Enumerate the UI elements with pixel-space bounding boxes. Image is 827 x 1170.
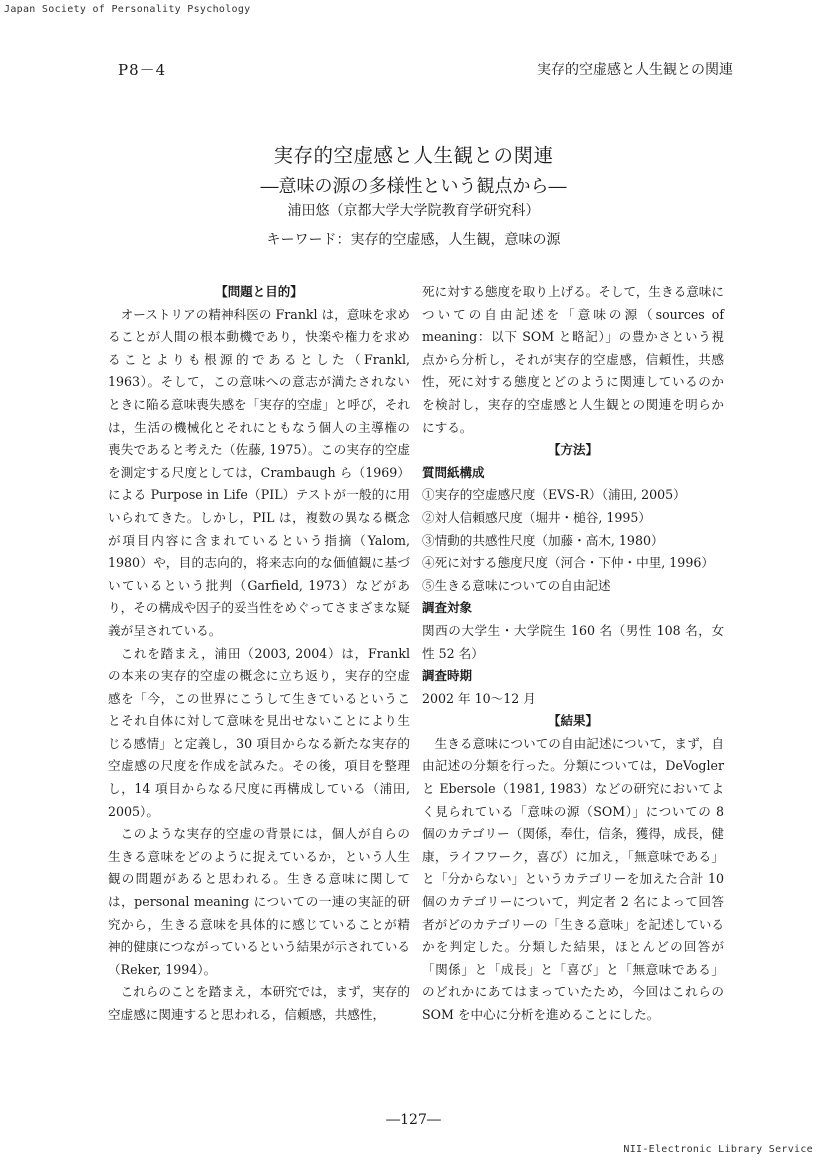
subheading-questionnaire: 質問紙構成 (422, 464, 485, 480)
period-text: 2002 年 10～12 月 (422, 690, 536, 706)
list-item: ④死に対する態度尺度（河合・下仲・中里, 1996） (422, 555, 714, 571)
paragraph: 生きる意味についての自由記述について，まず，自由記述の分類を行った。分類については，DeVogler と Ebersole（1981, 1983）などの研究においてよく見られている「意味の源（SOM）」についての 8 個のカテゴリー（関係，奉仕，信条，獲得，成長，健康，ライフワーク，喜び）に加え，「無意味である」と「分からない」というカテゴリーを加えた合計 10 個のカテゴリーについて，判定者 2 名によって回答者がどのカテゴリーの「生きる意味」を記述しているかを判定した。分類した結果，ほとんどの回答が「関係」と「成長」と「喜び」と「無意味である」のどれかにあてはまっていたため，今回はこれらの SOM を中心に分析を進めることにした。 (422, 735, 724, 1022)
right-column (422, 281, 724, 1027)
source-footer: NII-Electronic Library Service (623, 1144, 813, 1155)
section-heading-method: 【方法】 (547, 442, 598, 458)
running-title: 実存的空虚感と人生観との関連 (537, 62, 733, 78)
paper-subtitle: ―意味の源の多様性という観点から― (260, 176, 567, 197)
subheading-period: 調査時期 (422, 668, 473, 684)
section-heading-purpose: 【問題と目的】 (215, 284, 303, 299)
keywords-line: キーワード：実存的空虚感，人生観，意味の源 (266, 232, 561, 248)
list-item: ②対人信頼感尺度（堀井・槌谷, 1995） (422, 509, 651, 525)
section-heading-results: 【結果】 (547, 713, 598, 729)
source-header: Japan Society of Personality Psychology (4, 4, 251, 15)
list-item: ⑤生きる意味についての自由記述 (422, 577, 611, 593)
page-number: ―127― (386, 1112, 441, 1128)
subjects-text: 関西の大学生・大学院生 160 名（男性 108 名，女性 52 名） (422, 622, 724, 661)
subheading-subjects: 調査対象 (422, 600, 473, 616)
paper-title: 実存的空虚感と人生観との関連 (273, 144, 554, 167)
paragraph: このような実存的空虚の背景には，個人が自らの生きる意味をどのように捉えているか，という人生観の問題があると思われる。生きる意味に関しては，personal meaning についての一連の実証的研究から，生きる意味を具体的に感じていることが精神的健康につながっているという結果が示されている（Reker, 1994）。 (108, 826, 410, 977)
paragraph: これを踏まえ，浦田（2003, 2004）は，Frankl の本来の実存的空虚の概念に立ち返り，実存的空虚感を「今，この世界にこうして生きているということそれ自体に対して意味を見出せないことにより生じる感情」と定義し，30 項目からなる新たな実存的空虚感の尺度を作成を試みた。その後，項目を整理し，14 項目からなる尺度に再構成している（浦田, 2005）。 (108, 645, 410, 819)
list-item: ③情動的共感性尺度（加藤・高木, 1980） (422, 532, 664, 548)
paragraph: 死に対する態度を取り上げる。そして，生きる意味についての自由記述を「意味の源（sources of meaning：以下 SOM と略記）」の豊かさという視点から分析し，それが実存的空虚感，信頼性，共感性，死に対する態度とどのように関連しているのかを検討し，実存的空虚感と人生観との関連を明らかにする。 (422, 284, 724, 435)
paragraph: オーストリアの精神科医の Frankl は，意味を求めることが人間の根本動機であり，快楽や権力を求めることよりも根源的であるとした（Frankl, 1963）。そして，この意味への意志が満たされないときに陥る意味喪失感を「実存的空虚」と呼び，それは，生活の機械化とそれにともなう個人の主導権の喪失であると考えた（佐藤, 1975）。この実存的空虚を測定する尺度としては，Crambaugh ら（1969）による Purpose in Life（PIL）テストが一般的に用いられてきた。しかし，PIL は，複数の異なる概念が項目内容に含まれているという指摘（Yalom, 1980）や，目的志向的，将来志向的な価値観に基づいているという批判（Garfield, 1973）などがあり，その構成や因子的妥当性をめぐってさまざまな疑義が呈されている。 (108, 306, 410, 638)
left-column (108, 281, 410, 1027)
list-item: ①実存的空虚感尺度（EVS-R）（浦田, 2005） (422, 487, 686, 503)
author-line: 浦田悠（京都大学大学院教育学研究科） (287, 203, 540, 219)
presentation-code: P8－4 (118, 61, 167, 79)
paragraph: これらのことを踏まえ，本研究では，まず，実存的空虚感に関連すると思われる，信頼感，共感性， (108, 984, 410, 1022)
